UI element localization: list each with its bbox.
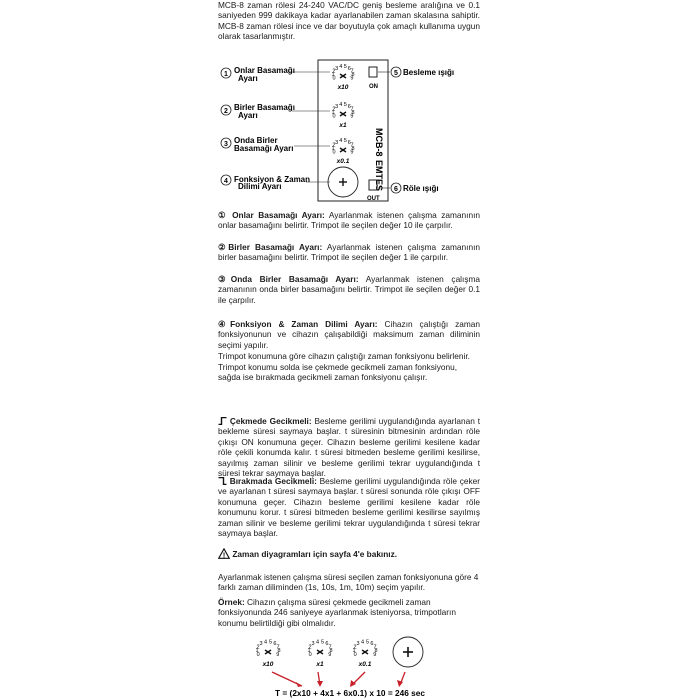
label-fonksiyon bbox=[221, 175, 330, 191]
dial-digit: 4 bbox=[360, 639, 365, 646]
example-text: Cihazın çalışma süresi çekmede gecikmeli zaman fonksiyonunda 246 saniyeye ayarlanmak isteniyorsa, trimpotların konumu belirtildiği gibi olmalıdır. bbox=[218, 597, 456, 628]
intro-text: MCB-8 zaman rölesi 24-240 VAC/DC geniş besleme aralığına ve 0.1 saniyeden 999 dakikaya kadar ayarlanabilen zaman skalasına sahiptir. MCB-8 zaman rölesi ince ve dar boyutuyla çok amaçlı kullanıma uygun olarak tasarlanmıştır. bbox=[218, 0, 480, 42]
dial-digit: 9 bbox=[350, 113, 354, 120]
dial-onda-birler bbox=[331, 138, 354, 165]
dial-digit: 5 bbox=[268, 639, 273, 646]
dial-multiplier: x0.1 bbox=[336, 158, 350, 165]
dial-digit: 0 bbox=[332, 75, 336, 82]
svg-text:Fonksiyon & Zaman: Fonksiyon & Zaman bbox=[234, 175, 311, 184]
example-dial-onlar bbox=[255, 639, 280, 667]
example-dial-birler bbox=[307, 639, 332, 667]
dial-digit: 8 bbox=[374, 648, 378, 655]
dial-digit: 8 bbox=[351, 110, 355, 117]
example-dial-fonksiyon bbox=[393, 637, 423, 667]
dial-multiplier: x10 bbox=[262, 660, 274, 668]
dial-digit: 0 bbox=[353, 651, 357, 658]
svg-text:!: ! bbox=[222, 552, 226, 559]
svg-text:Dilimi Ayarı: Dilimi Ayarı bbox=[238, 182, 282, 191]
dial-digit: 3 bbox=[335, 103, 339, 110]
dial-multiplier: x1 bbox=[316, 660, 324, 668]
svg-text:Besleme ışığı: Besleme ışığı bbox=[403, 68, 455, 77]
dial-digit: 1 bbox=[331, 110, 335, 117]
dial-digit: 2 bbox=[332, 106, 336, 113]
dial-digit: 1 bbox=[331, 146, 335, 153]
device-diagram bbox=[218, 58, 480, 203]
example-dials bbox=[240, 630, 460, 700]
item-num: ③ bbox=[218, 274, 231, 284]
dial-onlar bbox=[331, 64, 354, 91]
dial-digit: 8 bbox=[351, 72, 355, 79]
dial-digit: 2 bbox=[256, 644, 260, 651]
dial-digit: 3 bbox=[356, 641, 360, 648]
svg-text:Basamağı Ayarı: Basamağı Ayarı bbox=[234, 144, 294, 153]
example-title: Örnek: bbox=[218, 597, 245, 607]
dial-digit: 8 bbox=[351, 146, 355, 153]
time-range-paragraph bbox=[218, 572, 480, 593]
item-birler bbox=[218, 242, 480, 263]
dial-digit: 4 bbox=[315, 639, 320, 646]
dial-digit: 7 bbox=[350, 68, 354, 75]
dial-digit: 4 bbox=[339, 102, 343, 109]
dial-digit: 6 bbox=[347, 139, 351, 146]
dial-digit: 2 bbox=[308, 644, 312, 651]
dial-fonksiyon bbox=[328, 167, 358, 197]
dial-digit: 5 bbox=[343, 102, 347, 109]
svg-text:Onlar Basamağı: Onlar Basamağı bbox=[234, 66, 295, 75]
example-paragraph bbox=[218, 597, 480, 628]
example-dial-onda-birler bbox=[352, 639, 377, 667]
dial-digit: 0 bbox=[308, 651, 312, 658]
dial-digit: 0 bbox=[332, 149, 336, 156]
item-onlar bbox=[218, 210, 480, 231]
dial-digit: 9 bbox=[350, 75, 354, 82]
dial-digit: 9 bbox=[373, 651, 377, 658]
dial-digit: 1 bbox=[352, 648, 356, 655]
svg-text:ON: ON bbox=[369, 84, 378, 90]
warning-note bbox=[218, 548, 480, 559]
dial-digit: 3 bbox=[259, 641, 263, 648]
dial-digit: 0 bbox=[332, 113, 336, 120]
warning-text: Zaman diyagramları için sayfa 4'e bakınız. bbox=[232, 549, 398, 559]
dial-digit: 1 bbox=[255, 648, 259, 655]
dial-digit: 4 bbox=[339, 138, 343, 145]
dial-digit: 7 bbox=[350, 142, 354, 149]
item-title: Birler Basamağı Ayarı: bbox=[228, 242, 323, 252]
svg-text:MCB-8: MCB-8 bbox=[374, 128, 384, 157]
label-role bbox=[391, 183, 439, 193]
dial-digit: 4 bbox=[263, 639, 268, 646]
dial-digit: 2 bbox=[353, 644, 357, 651]
dial-digit: 3 bbox=[311, 641, 315, 648]
svg-text:5: 5 bbox=[394, 70, 398, 77]
item-num: ① bbox=[218, 210, 228, 220]
svg-text:Ayarı: Ayarı bbox=[238, 111, 258, 120]
item-num: ② bbox=[218, 242, 229, 252]
dial-digit: 1 bbox=[307, 648, 311, 655]
dial-digit: 5 bbox=[320, 639, 325, 646]
dial-digit: 9 bbox=[276, 651, 280, 658]
dial-multiplier: x10 bbox=[337, 84, 349, 91]
dial-digit: 3 bbox=[335, 139, 339, 146]
item-text: Cihazın çalıştığı zaman fonksiyonunun ve cihazın çalışabildiği maksimum zaman diliminin seçimi yapılır. bbox=[218, 319, 480, 350]
dial-digit: 9 bbox=[350, 149, 354, 156]
warning-icon bbox=[218, 548, 230, 559]
svg-text:6: 6 bbox=[394, 186, 398, 193]
dial-digit: 8 bbox=[277, 648, 281, 655]
dial-digit: 6 bbox=[370, 641, 374, 648]
dial-digit: 1 bbox=[331, 72, 335, 79]
label-birler bbox=[221, 103, 330, 120]
item-text: Ayarlanmak istenen çalışma zamanının onda birler basamağını belirtir. Trimpot ile seçilen değer 0.1 ile çarpılır. bbox=[218, 274, 480, 305]
item-num: ④ bbox=[218, 319, 231, 329]
cekmede-title: Çekmede Gecikmeli: bbox=[229, 416, 312, 426]
svg-text:Röle ışığı: Röle ışığı bbox=[403, 184, 439, 193]
cekmede-section bbox=[218, 416, 480, 478]
svg-text:1: 1 bbox=[224, 71, 228, 78]
dial-digit: 4 bbox=[339, 64, 343, 71]
dial-digit: 6 bbox=[347, 103, 351, 110]
cekmede-text: Besleme gerilimi uygulandığında ayarlanan t bekleme süresi saymaya başlar. t süresinin bitmesinin ardından röle çıkışı ON konumuna geçer. Cihazın besleme gerilimi kesilene kadar röle çekili konumda kalır. t süresi bitmeden besleme gerilimi kesilirse, sayılmış zaman silinir ve besleme gerilimi tekrar uygulandığında t süresi tekrar saymaya başlar. bbox=[218, 416, 480, 479]
dial-digit: 3 bbox=[335, 65, 339, 72]
off-delay-icon bbox=[218, 477, 227, 485]
dial-digit: 2 bbox=[332, 142, 336, 149]
item-text: Ayarlanmak istenen çalışma zamanının birler basamağını belirtir. Trimpot ile seçilen değer 1 ile çarpılır. bbox=[218, 242, 480, 263]
dial-digit: 7 bbox=[328, 644, 332, 651]
birakmada-title: Bırakmada Gecikmeli: bbox=[229, 476, 317, 486]
dial-digit: 8 bbox=[329, 648, 333, 655]
dial-digit: 7 bbox=[350, 106, 354, 113]
label-onlar bbox=[221, 66, 330, 83]
dial-multiplier: x0.1 bbox=[358, 660, 372, 668]
item-title: Onda Birler Basamağı Ayarı: bbox=[230, 274, 359, 284]
svg-text:Ayarı: Ayarı bbox=[238, 74, 258, 83]
dial-digit: 9 bbox=[328, 651, 332, 658]
dial-digit: 6 bbox=[325, 641, 329, 648]
dial-birler bbox=[331, 102, 354, 129]
dial-digit: 7 bbox=[276, 644, 280, 651]
svg-text:Onda Birler: Onda Birler bbox=[234, 136, 278, 145]
birakmada-section bbox=[218, 476, 480, 538]
item-title: Fonksiyon & Zaman Dilimi Ayarı: bbox=[230, 319, 378, 329]
on-delay-icon bbox=[218, 417, 227, 425]
svg-text:2: 2 bbox=[224, 108, 228, 115]
dial-digit: 6 bbox=[347, 65, 351, 72]
svg-text:OUT: OUT bbox=[367, 196, 380, 202]
trimpot-note: Trimpot konumuna göre cihazın çalıştığı zaman fonksiyonu belirlenir. Trimpot konumu solda ise çekmede gecikmeli zaman fonksiyonu, sağda ise bırakmada gecikmeli zaman fonksiyonu çalışır. bbox=[218, 351, 470, 383]
dial-digit: 0 bbox=[256, 651, 260, 658]
svg-text:3: 3 bbox=[224, 141, 228, 148]
svg-text:4: 4 bbox=[224, 178, 228, 185]
intro-paragraph bbox=[218, 0, 480, 42]
dial-digit: 5 bbox=[343, 138, 347, 145]
label-onda-birler bbox=[221, 136, 330, 153]
dial-digit: 5 bbox=[365, 639, 370, 646]
item-title: Onlar Basamağı Ayarı: bbox=[232, 210, 325, 220]
time-range-text: Ayarlanmak istenen çalışma süresi seçilen zaman fonksiyonuna göre 4 farklı zaman diliminden (1s, 10s, 1m, 10m) seçim yapılır. bbox=[218, 572, 479, 593]
dial-digit: 6 bbox=[273, 641, 277, 648]
item-fonksiyon bbox=[218, 319, 480, 382]
svg-text:Birler Basamağı: Birler Basamağı bbox=[234, 103, 295, 112]
svg-text:EMTES: EMTES bbox=[374, 160, 384, 192]
label-besleme bbox=[391, 67, 454, 77]
dial-digit: 2 bbox=[332, 68, 336, 75]
item-text: Ayarlanmak istenen çalışma zamanının onlar basamağını belirtir. Trimpot ile seçilen değer 10 ile çarpılır. bbox=[218, 210, 480, 231]
dial-digit: 7 bbox=[373, 644, 377, 651]
birakmada-text: Besleme gerilimi uygulandığında röle çeker ve ayarlanan t süresi saymaya başlar. t süresi sonunda röle çıkışı OFF konumuna geçer. Cihazın besleme gerilimi kesilene kadar röle konumunu korur. t süresi bitmeden besleme gerilimi kesilirse sayılmış zaman silinir ve besleme gerilimi tekrar uygulandığında t süresi tekrar saymaya başlar. bbox=[218, 476, 481, 539]
formula-text: T = (2x10 + 4x1 + 6x0.1) x 10 = 246 sec bbox=[275, 688, 425, 698]
dial-multiplier: x1 bbox=[339, 122, 347, 129]
dial-digit: 5 bbox=[343, 64, 347, 71]
item-onda-birler bbox=[218, 274, 480, 305]
